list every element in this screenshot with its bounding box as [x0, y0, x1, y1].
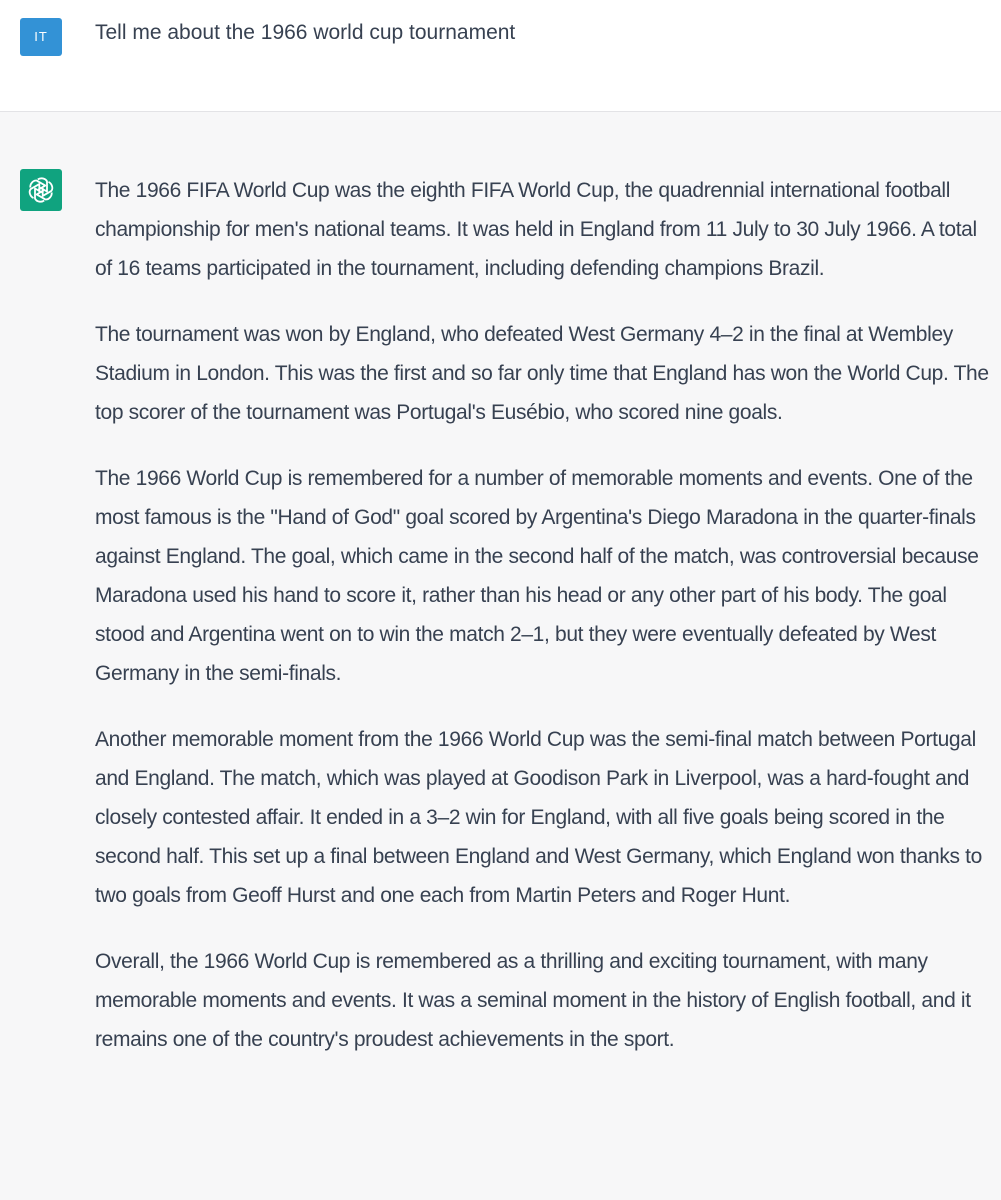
user-avatar: IT — [20, 18, 62, 56]
assistant-paragraph: The 1966 FIFA World Cup was the eighth FIFA World Cup, the quadrennial international football championship for men's national teams. It was held in England from 11 July to 30 July 1966. A total of 16 teams participated in the tournament, including defending champions Brazil. — [95, 179, 977, 280]
assistant-message — [95, 171, 999, 1086]
user-message-row — [0, 0, 1001, 112]
assistant-paragraph: The tournament was won by England, who defeated West Germany 4–2 in the final at Wembley Stadium in London. This was the first and so far only time that England has won the World Cup. The top scorer of the tournament was Portugal's Eusébio, who scored nine goals. — [95, 323, 989, 424]
user-message-text: Tell me about the 1966 world cup tournament — [95, 21, 516, 44]
assistant-paragraph: Overall, the 1966 World Cup is remembered as a thrilling and exciting tournament, with many memorable moments and events. It was a seminal moment in the history of English football, and it remains one of the country's proudest achievements in the sport. — [95, 950, 971, 1051]
openai-logo-icon — [27, 176, 55, 204]
assistant-paragraph: The 1966 World Cup is remembered for a number of memorable moments and events. One of the most famous is the "Hand of God" goal scored by Argentina's Diego Maradona in the quarter-finals against England. The goal, which came in the second half of the match, was controversial because Maradona used his hand to score it, rather than his head or any other part of his body. The goal stood and Argentina went on to win the match 2–1, but they were eventually defeated by West Germany in the semi-finals. — [95, 467, 979, 685]
assistant-message-row — [0, 112, 1001, 1200]
assistant-avatar — [20, 169, 62, 211]
assistant-paragraph: Another memorable moment from the 1966 World Cup was the semi-final match between Portugal and England. The match, which was played at Goodison Park in Liverpool, was a hard-fought and closely contested affair. It ended in a 3–2 win for England, with all five goals being scored in the second half. This set up a final between England and West Germany, which England won thanks to two goals from Geoff Hurst and one each from Martin Peters and Roger Hunt. — [95, 728, 982, 907]
